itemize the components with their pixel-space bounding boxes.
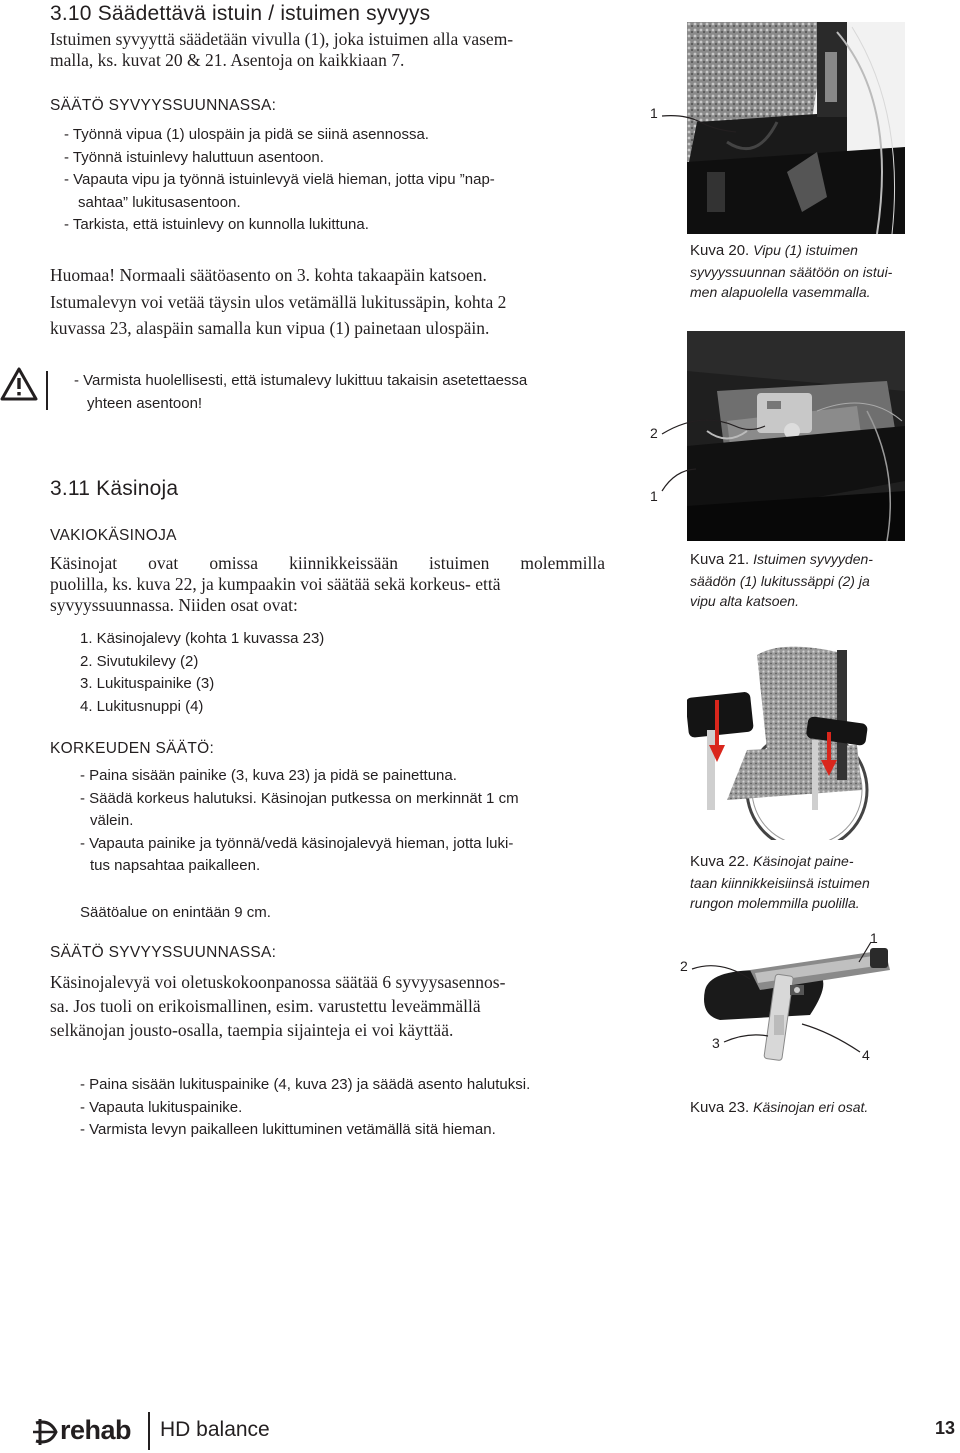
footer-logo (30, 1415, 138, 1449)
figure-23-callout-3: 3 (712, 1035, 720, 1051)
section-heading-3-10: 3.10 Säädettävä istuin / istuimen syvyys (50, 2, 431, 25)
list-item: - Paina sisään lukituspainike (4, kuva 23) ja säädä asento halutuksi. (80, 1076, 531, 1093)
figure-23-callout-line-4 (800, 1022, 865, 1057)
warning-divider (46, 371, 48, 410)
list-item: - Varmista levyn paikalleen lukittuminen vetämällä sitä hieman. (80, 1121, 496, 1138)
list-item: 4. Lukitusnuppi (4) (80, 697, 204, 715)
figure-21-callout-line-1 (660, 465, 700, 495)
subheading-standard-armrest: VAKIOKÄSINOJA (50, 527, 177, 544)
height-steps-list (80, 765, 519, 878)
footer-product: HD balance (160, 1418, 270, 1441)
figure-23-callout-line-2 (690, 955, 755, 985)
figure-22-caption: Kuva 22. Käsinojat paine- taan kiinnikkeisiinsä istuimen rungon molemmilla puolilla. (690, 853, 870, 911)
list-item: 3. Lukituspainike (3) (80, 675, 215, 692)
section-intro: Istuimen syvyyttä säädetään vivulla (1), joka istuimen alla vasem- malla, ks. kuvat 20 & 21. Asentoja on kaikkiaan 7. (50, 29, 514, 70)
figure-20-callout-1: 1 (650, 105, 658, 121)
figure-23-callout-2: 2 (680, 958, 688, 974)
list-item: - Työnnä istuinlevy haluttuun asentoon. (64, 148, 324, 166)
list-item: - Tarkista, että istuinlevy on kunnolla lukittuna. (64, 216, 369, 233)
list-item: - Työnnä vipua (1) ulospäin ja pidä se siinä asennossa. (64, 126, 429, 143)
figure-20-caption: Kuva 20. Vipu (1) istuimen syvyyssuunnan säätöön on istui- men alapuolella vasemmalla. (690, 242, 893, 300)
warning-text: - Varmista huolellisesti, että istumalevy lukittuu takaisin asetettaessa yhteen asentoon! (74, 372, 528, 412)
steps-list (64, 124, 495, 237)
figure-21-callout-1: 1 (650, 488, 658, 504)
page-number: 13 (935, 1418, 956, 1438)
parts-list (80, 628, 324, 718)
figure-21-caption: Kuva 21. Istuimen syvyyden- säädön (1) lukitussäppi (2) ja vipu alta katsoen. (690, 551, 873, 609)
figure-22-photo (687, 640, 905, 840)
list-item: välein. (90, 812, 134, 829)
subheading-depth-armrest: SÄÄTÖ SYVYYSSUUNNASSA: (50, 944, 277, 961)
figure-23-caption: Kuva 23. Käsinojan eri osat. (690, 1099, 869, 1116)
list-item: - Vapauta vipu ja työnnä istuinlevyä vielä hieman, jotta vipu ”nap- (64, 171, 495, 188)
subheading-height-adjust: KORKEUDEN SÄÄTÖ: (50, 740, 215, 757)
figure-23-callout-line-3 (722, 1030, 772, 1050)
list-item: - Paina sisään painike (3, kuva 23) ja pidä se painettuna. (80, 767, 457, 784)
hd-logo-icon (30, 1415, 64, 1449)
armrest-intro: Käsinojat ovat omissa kiinnikkeissään istuimen molemmilla puolilla, ks. kuva 22, ja kumpaakin voi säätää sekä korkeus- että syvyyssuunnassa. Niiden osat ovat: (50, 553, 605, 615)
list-item: tus napsahtaa paikalleen. (90, 857, 261, 874)
depth-intro: Käsinojalevyä voi oletuskokoonpanossa säätää 6 syvyysasennos- sa. Jos tuoli on erikoismallinen, esim. varustettu leveämmällä selkänojan jousto-osalla, taempia sijainteja ei voi käyttää. (50, 972, 506, 1040)
list-item: 2. Sivutukilevy (2) (80, 652, 199, 670)
list-item: - Vapauta painike ja työnnä/vedä käsinojalevyä hieman, jotta luki- (80, 834, 514, 852)
figure-23-callout-4: 4 (862, 1047, 870, 1063)
logo-wordmark: rehab (60, 1415, 132, 1445)
list-item: - Vapauta lukituspainike. (80, 1098, 243, 1116)
figure-21-callout-line-2 (660, 406, 770, 441)
figure-21-callout-2: 2 (650, 425, 658, 441)
subheading-depth-adjust: SÄÄTÖ SYVYYSSUUNNASSA: (50, 97, 277, 114)
list-item: - Säädä korkeus halutuksi. Käsinojan putkessa on merkinnät 1 cm (80, 789, 519, 807)
list-item: sahtaa” lukitusasentoon. (78, 193, 241, 211)
section-heading-3-11: 3.11 Käsinoja (50, 477, 179, 500)
warning-icon (0, 367, 40, 407)
figure-23-callout-line-1 (855, 940, 875, 965)
figure-20-callout-line (660, 112, 740, 137)
list-item: 1. Käsinojalevy (kohta 1 kuvassa 23) (80, 630, 325, 647)
range-note: Säätöalue on enintään 9 cm. (80, 904, 271, 921)
note-block: Huomaa! Normaali säätöasento on 3. kohta takaapäin katsoen. Istumalevyn voi vetää täysin ulos vetämällä lukitussäpin, kohta 2 kuvassa 23, alaspäin samalla kun vipua (1) painetaan ulospäin. (50, 265, 507, 338)
depth-steps-list (80, 1074, 530, 1142)
figure-23-callout-1: 1 (870, 930, 878, 946)
footer-divider (148, 1412, 150, 1450)
